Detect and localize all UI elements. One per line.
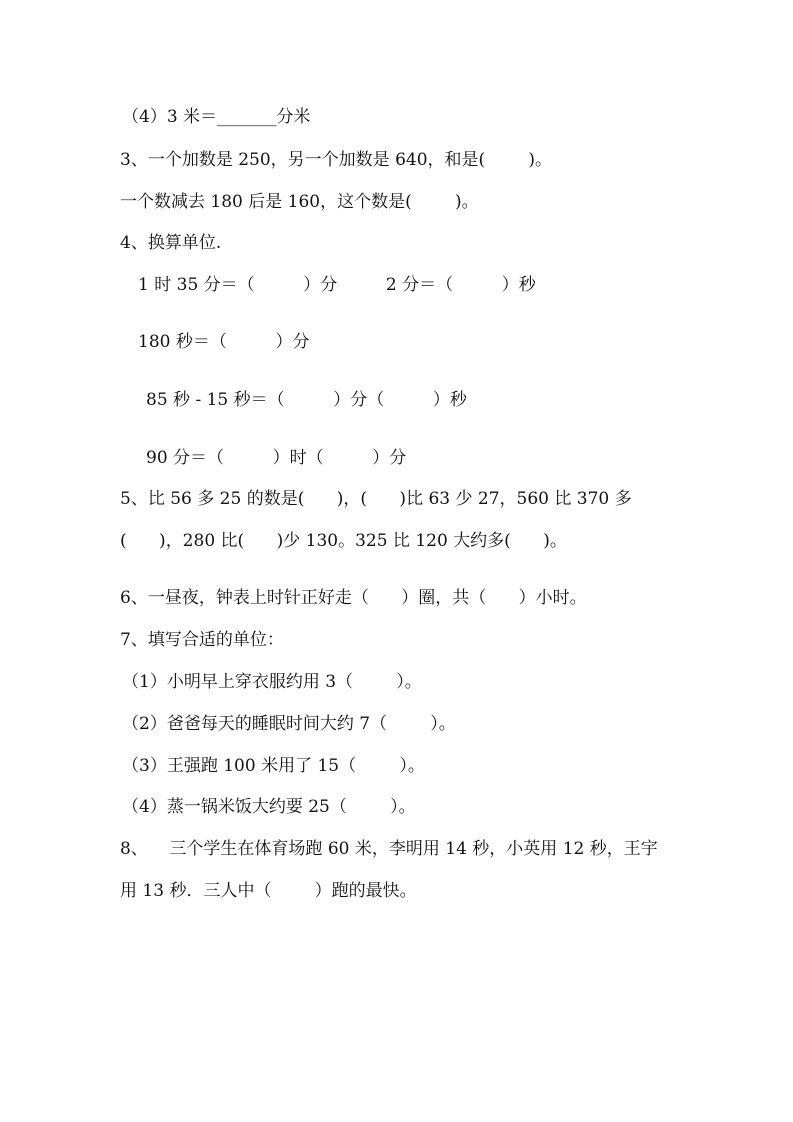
q6-line: 6、一昼夜，钟表上时针正好走（ ）圈，共（ ）小时。 bbox=[120, 588, 587, 608]
q2-part4-line: （4）3 米＝_______分米 bbox=[122, 107, 311, 127]
q7-item-3: （3）王强跑 100 米用了 15（ ）。 bbox=[122, 756, 425, 776]
q5-line-2: ( )，280 比( )少 130。325 比 120 大约多( )。 bbox=[120, 531, 567, 551]
q8-line-2: 用 13 秒．三人中（ ）跑的最快。 bbox=[120, 881, 417, 901]
q7-item-2: （2）爸爸每天的睡眠时间大约 7（ ）。 bbox=[122, 714, 456, 734]
q3-line-2: 一个数减去 180 后是 160，这个数是( )。 bbox=[120, 192, 479, 212]
q7-heading: 7、填写合适的单位： bbox=[120, 630, 284, 650]
q8-line-1: 8、 三个学生在体育场跑 60 米，李明用 14 秒，小英用 12 秒，王宇 bbox=[120, 839, 658, 859]
q7-item-4: （4）蒸一锅米饭大约要 25（ ）。 bbox=[122, 797, 416, 817]
q4-heading: 4、换算单位. bbox=[120, 233, 222, 253]
q4-item-1: 1 时 35 分＝（ ）分 2 分＝（ ）秒 bbox=[138, 275, 536, 295]
q7-item-1: （1）小明早上穿衣服约用 3（ ）。 bbox=[122, 672, 422, 692]
q4-item-2: 180 秒＝（ ）分 bbox=[138, 332, 310, 352]
q3-line-1: 3、一个加数是 250，另一个加数是 640，和是( )。 bbox=[120, 150, 553, 170]
q4-item-4: 90 分＝（ ）时（ ）分 bbox=[146, 448, 407, 468]
q4-item-3: 85 秒 - 15 秒＝（ ）分（ ）秒 bbox=[146, 390, 467, 410]
q5-line-1: 5、比 56 多 25 的数是( )，( )比 63 少 27，560 比 370 多 bbox=[120, 489, 632, 509]
